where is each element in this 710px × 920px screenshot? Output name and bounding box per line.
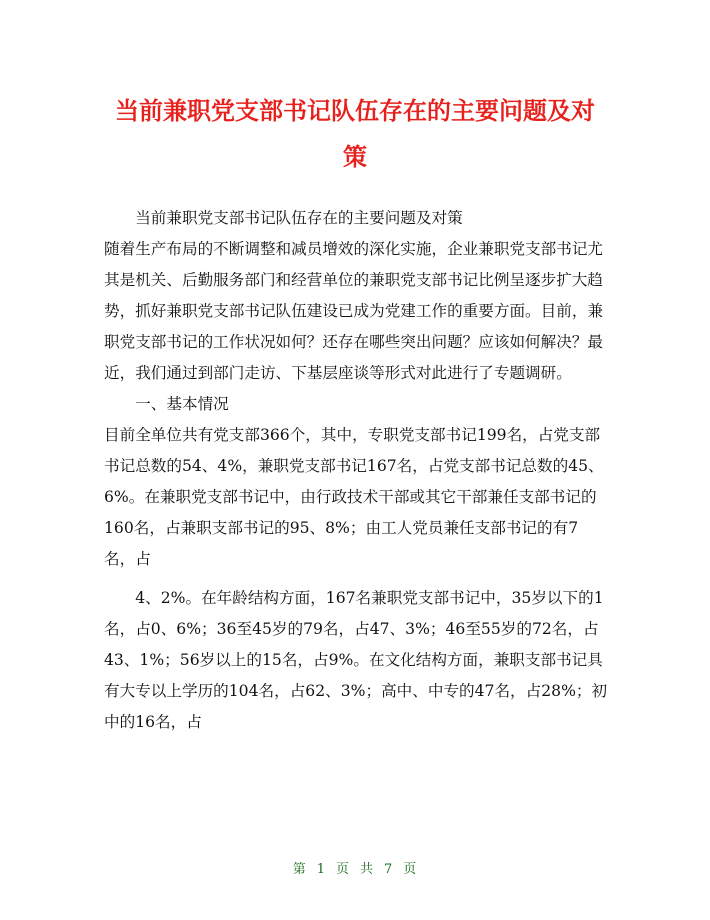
paragraph-spacer bbox=[104, 575, 608, 583]
document-body bbox=[104, 203, 608, 738]
title-line-2: 策 bbox=[343, 143, 367, 171]
footer-total-pages: 7 bbox=[384, 862, 394, 877]
section-heading: 一、基本情况 bbox=[135, 395, 229, 413]
title-line-1: 当前兼职党支部书记队伍存在的主要问题及对 bbox=[115, 97, 595, 125]
page-footer bbox=[0, 858, 710, 877]
subtitle-paragraph: 当前兼职党支部书记队伍存在的主要问题及对策 bbox=[135, 209, 463, 227]
footer-page-label: 页 bbox=[335, 862, 350, 877]
statistics-paragraph: 目前全单位共有党支部366个，其中，专职党支部书记199名，占党支部书记总数的54、4%，兼职党支部书记167名，占党支部书记总数的45、6%。在兼职党支部书记中，由行政技术干部或其它干部兼任支部书记的160名，占兼职支部书记的95、8%；由工人党员兼任支部书记的有7名，占 bbox=[104, 426, 604, 568]
structure-paragraph: 4、2%。在年龄结构方面，167名兼职党支部书记中，35岁以下的1名，占0、6%；36至45岁的79名，占47、3%；46至55岁的72名，占43、1%；56岁以上的15名，占9%。在文化结构方面，兼职支部书记具有大专以上学历的104名，占62、3%；高中、中专的47名，占28%；初中的16名，占 bbox=[104, 589, 608, 731]
footer-prefix: 第 bbox=[292, 862, 307, 877]
footer-current-page: 1 bbox=[316, 862, 326, 877]
intro-paragraph: 随着生产布局的不断调整和减员增效的深化实施，企业兼职党支部书记尤其是机关、后勤服务部门和经营单位的兼职党支部书记比例呈逐步扩大趋势，抓好兼职党支部书记队伍建设已成为党建工作的重要方面。目前，兼职党支部书记的工作状况如何？还存在哪些突出问题？应该如何解决？最近，我们通过到部门走访、下基层座谈等形式对此进行了专题调研。 bbox=[104, 240, 604, 382]
document-title bbox=[100, 88, 610, 180]
footer-total-prefix: 共 bbox=[360, 862, 375, 877]
footer-suffix: 页 bbox=[403, 862, 418, 877]
